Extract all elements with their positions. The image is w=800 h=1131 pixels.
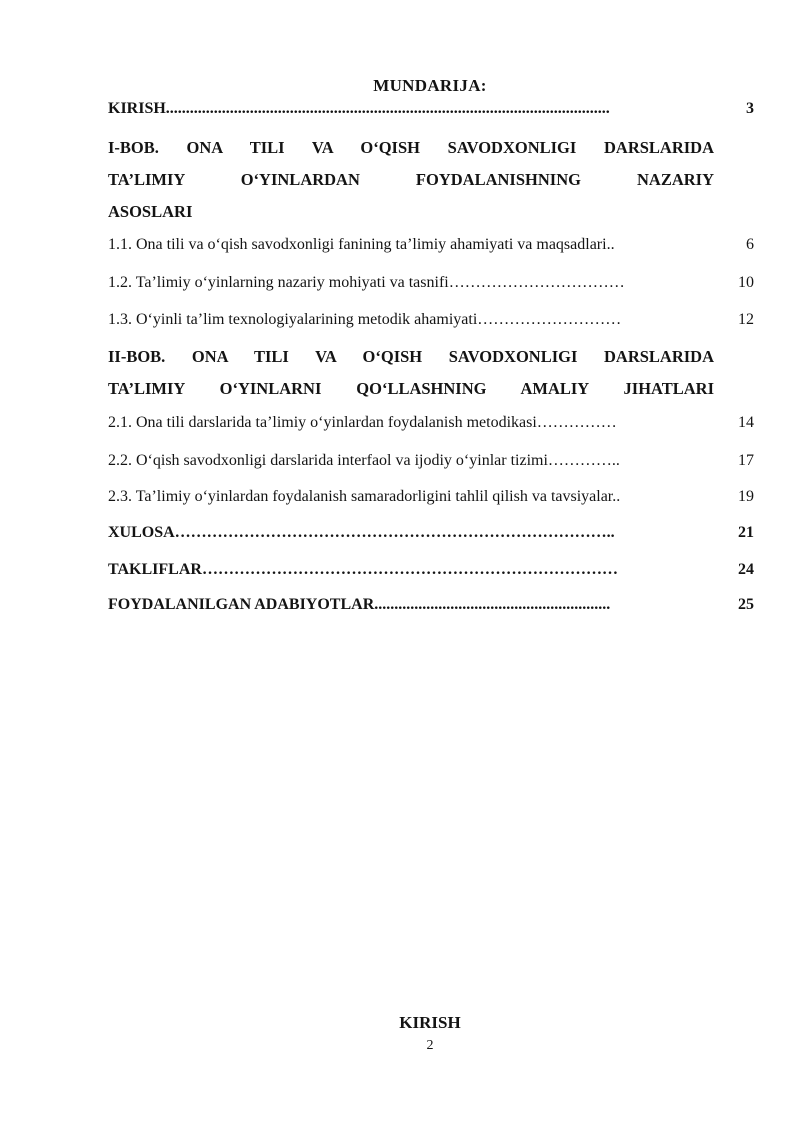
toc-entry-page: 6 <box>746 236 754 253</box>
toc-entry-page: 24 <box>738 561 754 578</box>
next-section-heading: KIRISH <box>399 1013 461 1032</box>
chapter-1-heading-line: I-BOB. ONA TILI VA O‘QISH SAVODXONLIGI DARSLARIDA <box>108 138 714 157</box>
toc-entry-label: 2.2. O‘qish savodxonligi darslarida interfaol va ijodiy o‘yinlar tizimi………….. <box>108 452 620 469</box>
toc-entry-label: XULOSA……………………………………………………………………….. <box>108 524 615 541</box>
toc-entry-page: 25 <box>738 596 754 613</box>
toc-entry-label: 1.2. Ta’limiy o‘yinlarning nazariy mohiyati va tasnifi…………………………… <box>108 274 625 291</box>
toc-entry-page: 17 <box>738 452 754 469</box>
toc-entry-page: 12 <box>738 311 754 328</box>
toc-entry-page: 14 <box>738 414 754 431</box>
page-number: 2 <box>426 1038 434 1053</box>
toc-entry-label: 1.3. O‘yinli ta’lim texnologiyalarining metodik ahamiyati……………………… <box>108 311 622 328</box>
toc-entry-label: FOYDALANILGAN ADABIYOTLAR........................................................... <box>108 596 611 613</box>
chapter-1-heading <box>108 132 714 228</box>
chapter-1-heading-line: TA’LIMIY O‘YINLARDAN FOYDALANISHNING NAZARIY <box>108 170 714 189</box>
toc-entry-label: 2.3. Ta’limiy o‘yinlardan foydalanish samaradorligini tahlil qilish va tavsiyalar.. <box>108 488 621 505</box>
toc-entry-page: 10 <box>738 274 754 291</box>
toc-entry-label: TAKLIFLAR…………………………………………………………………… <box>108 561 618 578</box>
chapter-2-heading <box>108 341 714 405</box>
toc-entry-label: KIRISH............................................................................................................... <box>108 100 610 117</box>
chapter-2-heading-line: TA’LIMIY O‘YINLARNI QO‘LLASHNING AMALIY JIHATLARI <box>108 379 714 398</box>
toc-entry-label: 1.1. Ona tili va o‘qish savodxonligi fanining ta’limiy ahamiyati va maqsadlari.. <box>108 236 615 253</box>
toc-entry-page: 19 <box>738 488 754 505</box>
toc-entry-page: 21 <box>738 524 754 541</box>
chapter-2-heading-line: II-BOB. ONA TILI VA O‘QISH SAVODXONLIGI DARSLARIDA <box>108 347 714 366</box>
chapter-1-heading-line: ASOSLARI <box>108 202 193 221</box>
toc-entry-page: 3 <box>746 100 754 117</box>
toc-entry-label: 2.1. Ona tili darslarida ta’limiy o‘yinlardan foydalanish metodikasi…………… <box>108 414 617 431</box>
toc-title: MUNDARIJA: <box>373 76 487 95</box>
